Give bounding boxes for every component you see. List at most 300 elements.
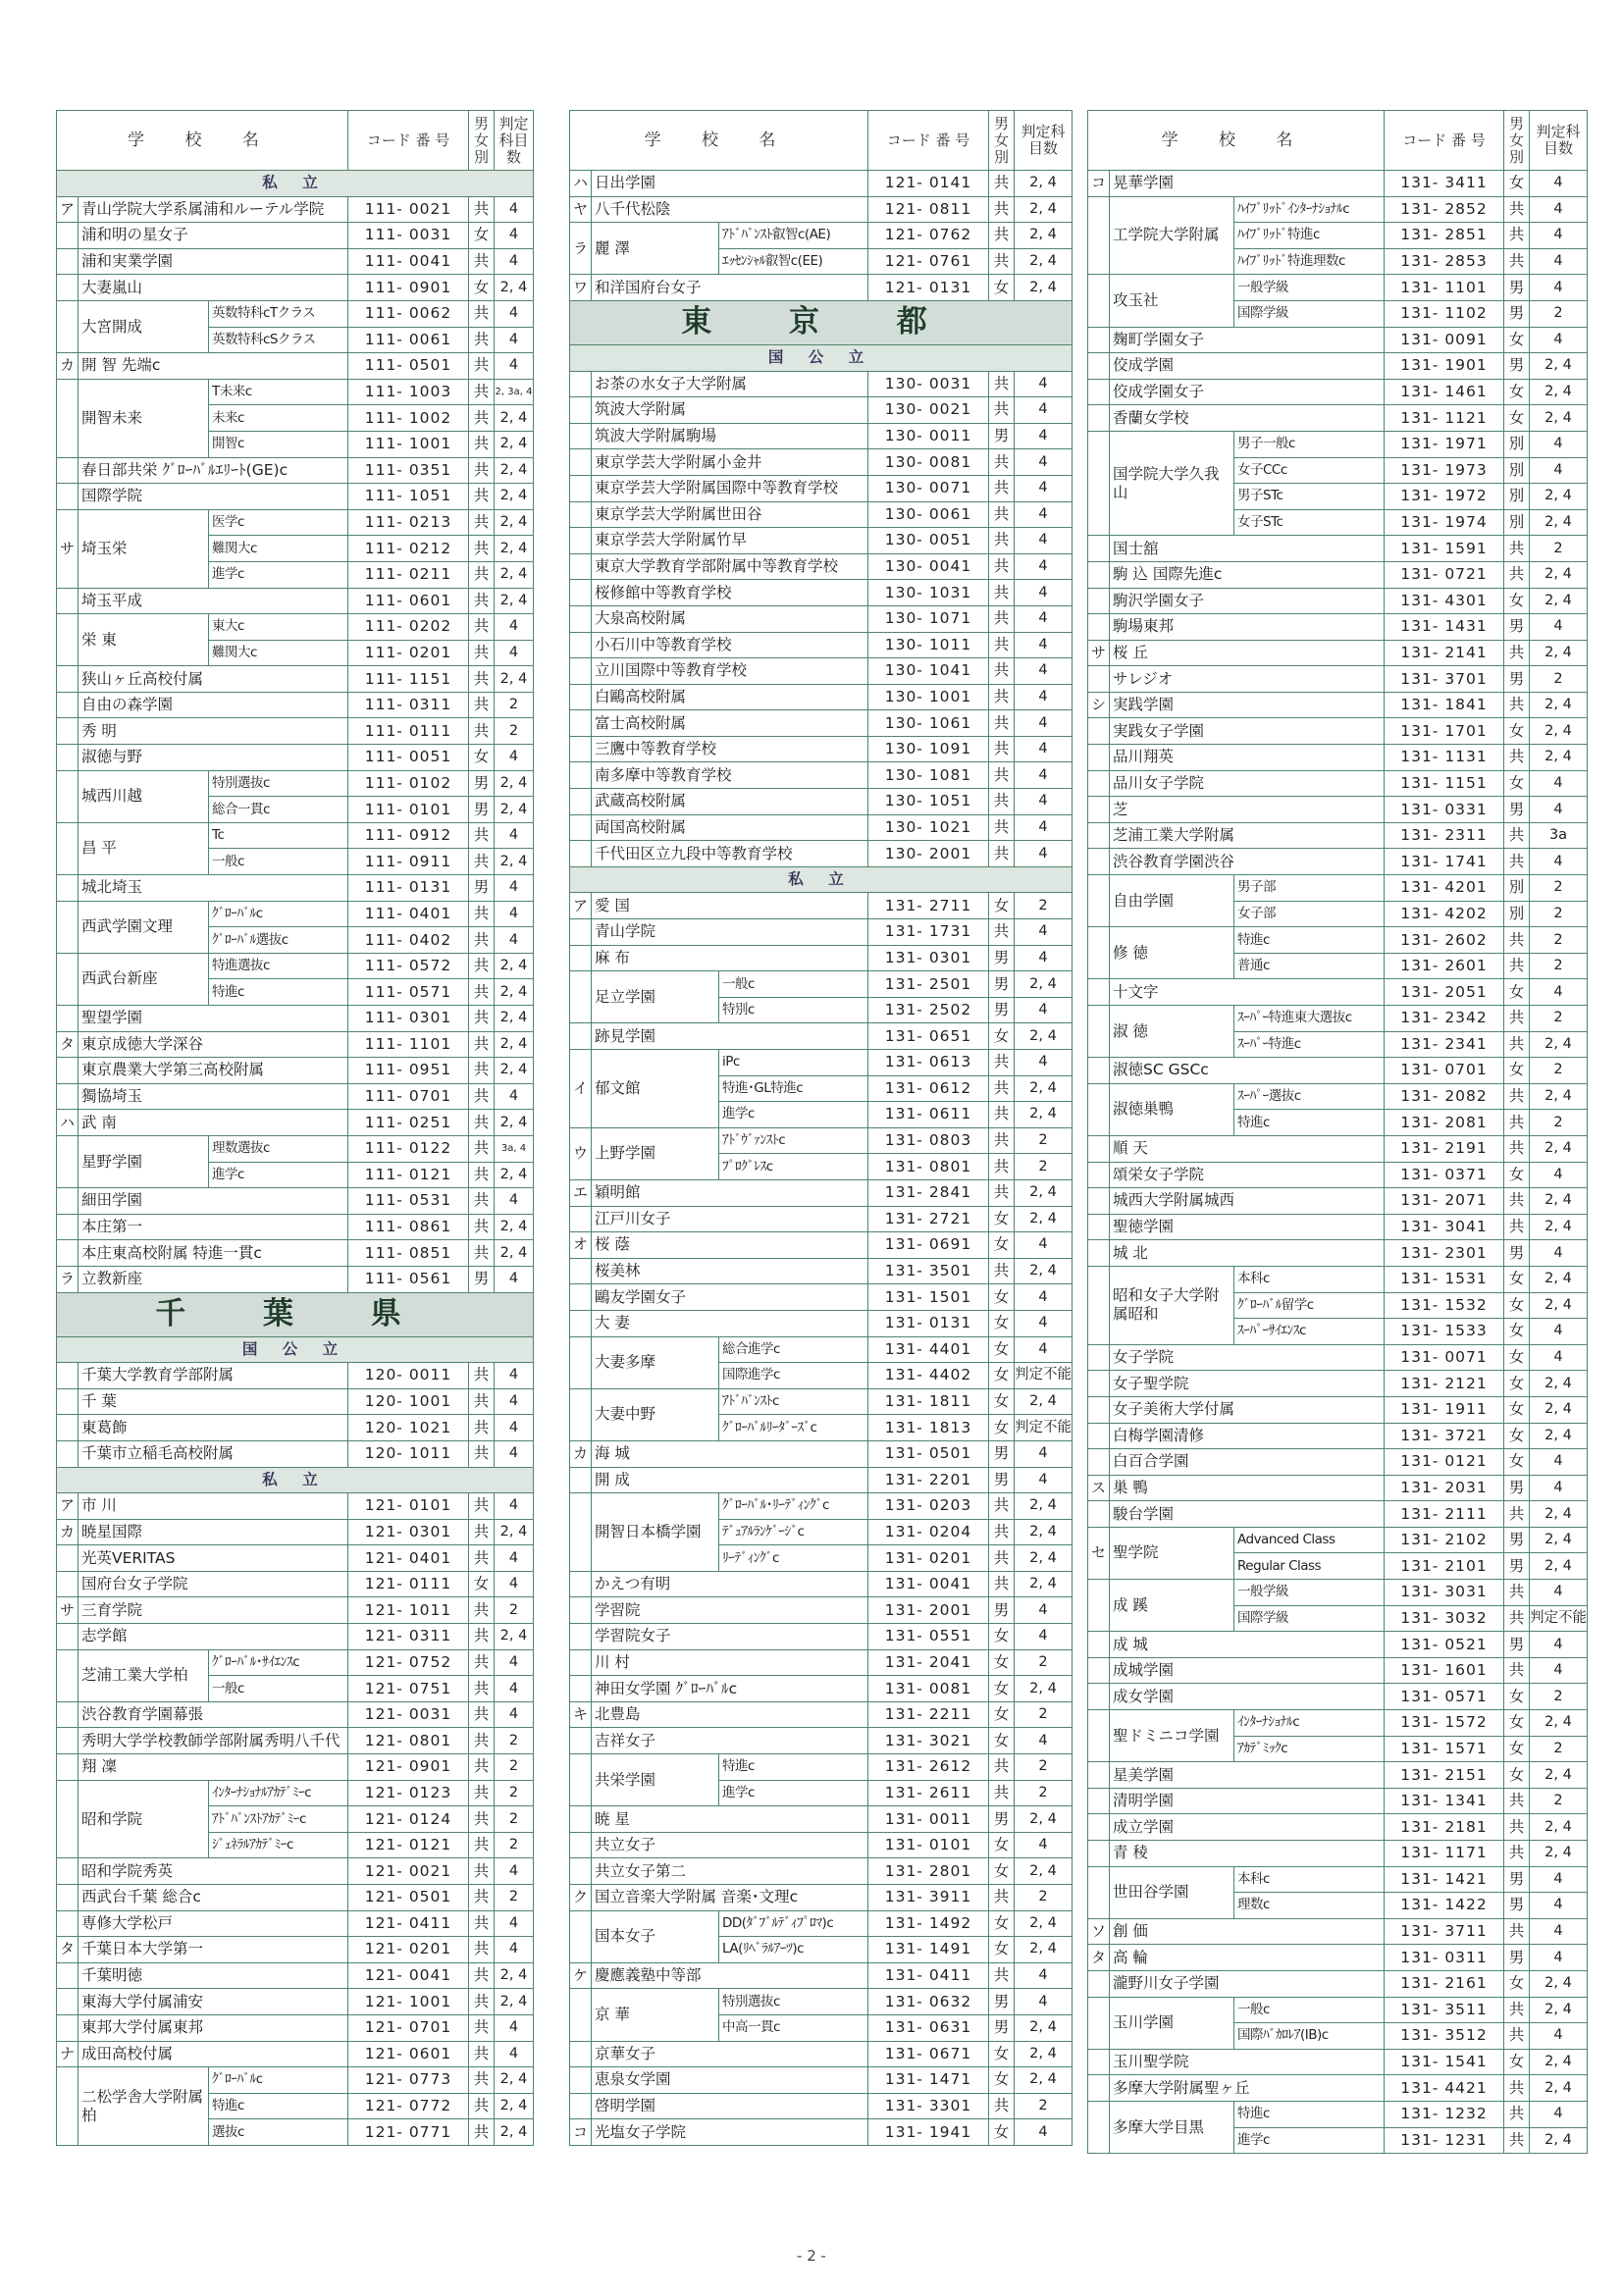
school-list-column-3 xyxy=(1087,110,1588,2154)
school-row xyxy=(57,1885,534,1911)
school-code: 111- 1051 xyxy=(348,484,469,510)
school-code: 131- 2191 xyxy=(1385,1135,1504,1162)
school-name-header: 学 校 名 xyxy=(1088,111,1385,171)
kana-index: ア xyxy=(570,893,592,919)
subject-count: 4 xyxy=(1530,248,1588,275)
school-row xyxy=(57,1910,534,1937)
school-name: 国士舘 xyxy=(1110,536,1385,562)
subject-count: 3a xyxy=(1530,822,1588,849)
subject-count: 2 xyxy=(1015,1701,1073,1728)
gender-type: 共 xyxy=(1504,2127,1530,2154)
prefecture-title: 千 葉 県 xyxy=(57,1292,534,1336)
kana-index xyxy=(570,1597,592,1624)
school-code: 111- 0031 xyxy=(348,223,469,249)
kana-index xyxy=(1088,1788,1110,1814)
school-code: 131- 0501 xyxy=(868,1440,989,1467)
kana-index: エ xyxy=(570,1179,592,1206)
gender-type: 共 xyxy=(989,2093,1015,2119)
school-code: 111- 0311 xyxy=(348,692,469,718)
subject-count: 2 xyxy=(495,692,534,718)
subject-count: 2, 4 xyxy=(495,1162,534,1188)
school-code: 131- 1101 xyxy=(1385,275,1504,301)
school-row xyxy=(1088,1841,1588,1867)
gender-type: 共 xyxy=(469,640,495,666)
gender-type: 共 xyxy=(989,196,1015,223)
school-row xyxy=(57,223,534,249)
gender-type: 共 xyxy=(469,1937,495,1963)
subject-count: 4 xyxy=(495,1266,534,1292)
gender-type: 共 xyxy=(469,1006,495,1032)
school-course-row xyxy=(57,509,534,536)
school-row xyxy=(1088,822,1588,849)
school-code: 111- 0701 xyxy=(348,1083,469,1110)
school-row xyxy=(1088,640,1588,666)
gender-type: 共 xyxy=(469,248,495,275)
course-name: 難関大c xyxy=(209,536,348,562)
school-name: 淑徳SC GSCc xyxy=(1110,1058,1385,1084)
school-code: 131- 2342 xyxy=(1385,1006,1504,1032)
school-name: 共立女子第二 xyxy=(592,1858,868,1885)
school-name: 女子美術大学付属 xyxy=(1110,1396,1385,1423)
subject-count: 2, 4 xyxy=(495,1989,534,2015)
course-name: ｸﾞﾛｰﾊﾞﾙ留学c xyxy=(1234,1292,1385,1319)
kana-index xyxy=(1088,1240,1110,1267)
course-name: ｴｯｾﾝｼｬﾙ叡智c(EE) xyxy=(719,248,868,275)
course-name: 進学c xyxy=(1234,2127,1385,2154)
school-row xyxy=(1088,614,1588,641)
school-code: 131- 1701 xyxy=(1385,718,1504,745)
kana-index xyxy=(57,1962,79,1989)
gender-type: 共 xyxy=(989,1102,1015,1128)
school-code: 111- 0861 xyxy=(348,1214,469,1240)
school-row xyxy=(1088,2075,1588,2102)
school-row xyxy=(570,1023,1073,1050)
gender-type: 女 xyxy=(989,1415,1015,1441)
school-name: 昭和女子大学附属昭和 xyxy=(1110,1266,1234,1344)
subject-count: 3a, 4 xyxy=(495,1135,534,1162)
school-code: 111- 0561 xyxy=(348,1266,469,1292)
school-name: 淑徳巣鴨 xyxy=(1110,1083,1234,1135)
school-row xyxy=(1088,379,1588,405)
kana-index xyxy=(1088,875,1110,927)
school-name: 巣 鴨 xyxy=(1110,1475,1385,1501)
school-code: 131- 3031 xyxy=(1385,1580,1504,1606)
school-name: 千葉明徳 xyxy=(79,1962,348,1989)
kana-index xyxy=(57,248,79,275)
school-name: 上野学園 xyxy=(592,1127,719,1179)
school-name: 京 華 xyxy=(592,1989,719,2041)
school-name: 学習院 xyxy=(592,1597,868,1624)
prefecture-title: 東 京 都 xyxy=(570,300,1073,344)
kana-index xyxy=(570,553,592,580)
gender-type: 女 xyxy=(989,1624,1015,1650)
kana-index xyxy=(57,692,79,718)
school-name: 聖ドミニコ学園 xyxy=(1110,1710,1234,1762)
school-row xyxy=(57,457,534,484)
school-row xyxy=(570,2041,1073,2067)
subject-count: 4 xyxy=(495,1571,534,1597)
kana-index xyxy=(1088,1135,1110,1162)
school-code: 131- 1972 xyxy=(1385,484,1504,510)
school-code: 121- 0021 xyxy=(348,1858,469,1885)
school-name: 大宮開成 xyxy=(79,300,209,352)
kana-index xyxy=(570,1571,592,1597)
subject-count: 4 xyxy=(1015,1467,1073,1493)
subject-count: 2, 4 xyxy=(1015,223,1073,249)
school-list-column-2 xyxy=(569,110,1073,2146)
school-row xyxy=(570,449,1073,476)
gender-type: 男 xyxy=(1504,275,1530,301)
course-name: ｸﾞﾛｰﾊﾞﾙ選抜c xyxy=(209,927,348,954)
course-name: ｱﾄﾞﾊﾞﾝｽﾄ叡智c(AE) xyxy=(719,223,868,249)
school-code: 131- 1422 xyxy=(1385,1893,1504,1919)
school-course-row xyxy=(1088,431,1588,457)
school-code: 131- 0203 xyxy=(868,1493,989,1520)
subject-count: 2, 4 xyxy=(495,2093,534,2119)
school-name: 東京学芸大学附属国際中等教育学校 xyxy=(592,475,868,501)
school-row xyxy=(57,1440,534,1467)
subject-count: 2, 4 xyxy=(1530,1266,1588,1292)
kana-index xyxy=(1088,353,1110,380)
school-code: 131- 4201 xyxy=(1385,875,1504,902)
school-name: 春日部共栄 ｸﾞﾛｰﾊﾞﾙｴﾘｰﾄ(GE)c xyxy=(79,457,348,484)
subject-count: 2, 4 xyxy=(1530,561,1588,588)
gender-type: 共 xyxy=(1504,745,1530,771)
school-code: 130- 0061 xyxy=(868,501,989,528)
school-code: 121- 0131 xyxy=(868,275,989,301)
subject-count: 2, 4 xyxy=(1015,1493,1073,1520)
school-course-row xyxy=(570,1336,1073,1363)
gender-type: 共 xyxy=(989,710,1015,737)
school-row xyxy=(1088,745,1588,771)
school-name: 市 川 xyxy=(79,1493,348,1520)
subject-count: 2, 4 xyxy=(495,1110,534,1136)
kana-index xyxy=(57,1058,79,1084)
gender-type: 女 xyxy=(989,1206,1015,1232)
kana-index: カ xyxy=(570,1440,592,1467)
subject-count: 2, 4 xyxy=(1015,2014,1073,2041)
school-code: 131- 0011 xyxy=(868,1806,989,1833)
school-name: 東京成徳大学深谷 xyxy=(79,1031,348,1058)
school-name: 駒場東邦 xyxy=(1110,614,1385,641)
gender-type: 女 xyxy=(1504,1684,1530,1710)
school-course-row xyxy=(57,1780,534,1806)
course-name: ｸﾞﾛｰﾊﾞﾙﾘｰﾀﾞｰｽﾞc xyxy=(719,1415,868,1441)
kana-index xyxy=(1088,666,1110,693)
gender-type: 男 xyxy=(989,945,1015,971)
gender-type: 共 xyxy=(989,1962,1015,1989)
school-code: 111- 0572 xyxy=(348,953,469,979)
school-row xyxy=(570,1728,1073,1754)
school-course-row xyxy=(1088,1580,1588,1606)
gender-type: 共 xyxy=(469,1962,495,1989)
school-name: 川 村 xyxy=(592,1649,868,1676)
school-course-row xyxy=(1088,1527,1588,1553)
kana-index xyxy=(1088,536,1110,562)
gender-type: 共 xyxy=(469,1728,495,1754)
course-name: 特別選抜c xyxy=(719,1989,868,2015)
kana-index: ワ xyxy=(570,275,592,301)
kana-index xyxy=(570,684,592,710)
gender-type: 共 xyxy=(469,953,495,979)
course-name: Advanced Class xyxy=(1234,1527,1385,1553)
subject-count: 4 xyxy=(1015,789,1073,815)
school-code: 131- 2852 xyxy=(1385,196,1504,223)
school-code: 121- 0124 xyxy=(348,1806,469,1833)
school-row xyxy=(57,666,534,693)
kana-index xyxy=(57,1910,79,1937)
gender-type: 共 xyxy=(989,789,1015,815)
school-name: 渋谷教育学園渋谷 xyxy=(1110,849,1385,875)
school-row xyxy=(570,1440,1073,1467)
kana-index xyxy=(570,1728,592,1754)
course-name: 国際学級 xyxy=(1234,300,1385,327)
subject-count: 4 xyxy=(1530,327,1588,353)
subject-count: 2, 4 xyxy=(1015,1519,1073,1545)
subject-count: 2, 4 xyxy=(495,275,534,301)
school-code: 121- 0801 xyxy=(348,1728,469,1754)
school-table xyxy=(569,110,1073,2146)
kana-index xyxy=(57,666,79,693)
subject-count: 4 xyxy=(1530,196,1588,223)
kana-index: ソ xyxy=(1088,1918,1110,1945)
course-name: 一般c xyxy=(209,1676,348,1702)
kana-index xyxy=(570,841,592,867)
kana-index xyxy=(570,945,592,971)
school-course-row xyxy=(57,379,534,405)
school-name: 本庄第一 xyxy=(79,1214,348,1240)
school-code: 131- 2501 xyxy=(868,971,989,998)
subject-count: 4 xyxy=(1015,1310,1073,1336)
gender-type: 男 xyxy=(989,1806,1015,1833)
header-row xyxy=(570,111,1073,171)
gender-type: 共 xyxy=(469,1363,495,1389)
school-code: 111- 0131 xyxy=(348,875,469,902)
school-code: 111- 1151 xyxy=(348,666,469,693)
gender-type: 共 xyxy=(1504,1997,1530,2023)
school-row xyxy=(570,945,1073,971)
school-code: 131- 3021 xyxy=(868,1728,989,1754)
gender-type: 男 xyxy=(1504,300,1530,327)
school-row xyxy=(57,745,534,771)
school-code: 121- 0201 xyxy=(348,1937,469,1963)
kana-index xyxy=(570,1388,592,1440)
school-row xyxy=(570,1284,1073,1311)
course-name: ｽｰﾊﾟｰ選抜c xyxy=(1234,1083,1385,1110)
gender-type: 女 xyxy=(989,1649,1015,1676)
subject-count: 2, 4 xyxy=(495,770,534,797)
kana-index xyxy=(57,1083,79,1110)
gender-type: 共 xyxy=(469,405,495,432)
school-row xyxy=(57,2041,534,2067)
subject-count: 2, 4 xyxy=(1530,1527,1588,1553)
school-code: 131- 1491 xyxy=(868,1937,989,1963)
section-label: 私 立 xyxy=(57,1467,534,1493)
school-row xyxy=(57,1989,534,2015)
school-name: 聖学院 xyxy=(1110,1527,1234,1579)
gender-type: 共 xyxy=(989,371,1015,397)
school-code: 131- 0091 xyxy=(1385,327,1504,353)
course-name: 国際学級 xyxy=(1234,1605,1385,1632)
subject-count: 4 xyxy=(1015,1624,1073,1650)
section-label: 私 立 xyxy=(57,171,534,197)
subject-count: 4 xyxy=(1015,2119,1073,2146)
gender-type: 共 xyxy=(469,379,495,405)
school-name: 立教新座 xyxy=(79,1266,348,1292)
gender-type: 共 xyxy=(469,692,495,718)
school-row xyxy=(57,1240,534,1267)
kana-index xyxy=(57,953,79,1005)
school-name: 千代田区立九段中等教育学校 xyxy=(592,841,868,867)
school-code: 111- 1002 xyxy=(348,405,469,432)
prefecture-row xyxy=(57,1292,534,1336)
school-name-header: 学 校 名 xyxy=(57,111,348,171)
gender-type: 共 xyxy=(1504,1083,1530,1110)
school-row xyxy=(57,1083,534,1110)
kana-index xyxy=(1088,1006,1110,1058)
school-code: 111- 0912 xyxy=(348,822,469,849)
school-row xyxy=(1088,327,1588,353)
school-row xyxy=(570,553,1073,580)
subject-count: 4 xyxy=(495,614,534,641)
subject-count: 2 xyxy=(1015,1885,1073,1911)
kana-index xyxy=(57,1188,79,1215)
school-code: 111- 0401 xyxy=(348,901,469,927)
kana-index xyxy=(570,762,592,789)
subject-count: 2, 4 xyxy=(1015,1910,1073,1937)
subject-count: 4 xyxy=(1530,431,1588,457)
kana-index xyxy=(57,223,79,249)
subject-count: 2 xyxy=(495,1806,534,1833)
school-row xyxy=(570,1571,1073,1597)
school-name: 郁文館 xyxy=(592,1050,719,1128)
gender-header: 男女別 xyxy=(989,111,1015,171)
school-name: 十文字 xyxy=(1110,979,1385,1006)
kana-index: ラ xyxy=(570,223,592,275)
subject-count: 4 xyxy=(495,1701,534,1728)
course-name: ｸﾞﾛｰﾊﾞﾙ･ｻｲｴﾝｽc xyxy=(209,1649,348,1676)
school-name: 北豊島 xyxy=(592,1701,868,1728)
kana-index xyxy=(1088,1083,1110,1135)
subject-count: 2 xyxy=(1530,1788,1588,1814)
subject-count: 2, 4 xyxy=(1530,405,1588,432)
subject-count: 4 xyxy=(1530,1475,1588,1501)
kana-index xyxy=(570,449,592,476)
school-course-row xyxy=(570,1493,1073,1520)
subject-count: 2 xyxy=(1015,1754,1073,1781)
kana-index xyxy=(570,658,592,685)
school-code: 131- 1121 xyxy=(1385,405,1504,432)
gender-type: 共 xyxy=(469,196,495,223)
gender-type: 女 xyxy=(989,1336,1015,1363)
school-code: 111- 0213 xyxy=(348,509,469,536)
school-name: 星美学園 xyxy=(1110,1762,1385,1789)
school-code: 131- 1421 xyxy=(1385,1866,1504,1893)
school-row xyxy=(570,475,1073,501)
subject-count: 2, 4 xyxy=(1015,1179,1073,1206)
gender-type: 別 xyxy=(1504,431,1530,457)
subject-count: 4 xyxy=(1530,1449,1588,1476)
kana-index xyxy=(570,1806,592,1833)
kana-index: オ xyxy=(570,1232,592,1259)
subject-count: 4 xyxy=(495,1388,534,1415)
gender-type: 共 xyxy=(469,718,495,745)
school-code: 111- 0101 xyxy=(348,797,469,823)
kana-index xyxy=(570,423,592,449)
course-name: 未来c xyxy=(209,405,348,432)
school-name: 麻 布 xyxy=(592,945,868,971)
gender-type: 女 xyxy=(1504,1058,1530,1084)
gender-type: 女 xyxy=(1504,1319,1530,1345)
subject-count: 4 xyxy=(495,300,534,327)
gender-type: 共 xyxy=(1504,536,1530,562)
gender-type: 共 xyxy=(989,1780,1015,1806)
gender-type: 女 xyxy=(989,1910,1015,1937)
subject-count: 2 xyxy=(495,1728,534,1754)
kana-index xyxy=(1088,797,1110,823)
gender-type: 共 xyxy=(469,1031,495,1058)
gender-type: 女 xyxy=(1504,1710,1530,1737)
school-code: 131- 1151 xyxy=(1385,770,1504,797)
kana-index xyxy=(57,1754,79,1781)
school-code: 111- 0501 xyxy=(348,353,469,380)
kana-index: ウ xyxy=(570,1127,592,1179)
kana-index xyxy=(57,822,79,874)
school-row xyxy=(570,580,1073,606)
school-code: 131- 2031 xyxy=(1385,1475,1504,1501)
school-name: 開 智 先端c xyxy=(79,353,348,380)
school-row xyxy=(57,718,534,745)
school-name: 星野学園 xyxy=(79,1135,209,1187)
school-name: 国本女子 xyxy=(592,1910,719,1962)
school-code: 121- 0901 xyxy=(348,1754,469,1781)
school-table xyxy=(1087,110,1588,2154)
kana-index xyxy=(57,1363,79,1389)
kana-index xyxy=(570,632,592,658)
school-row xyxy=(57,196,534,223)
school-course-row xyxy=(570,1050,1073,1076)
subject-count: 4 xyxy=(1015,397,1073,424)
school-code: 131- 1492 xyxy=(868,1910,989,1937)
school-course-row xyxy=(570,1127,1073,1154)
gender-type: 共 xyxy=(1504,561,1530,588)
gender-type: 共 xyxy=(989,397,1015,424)
subject-count: 4 xyxy=(495,1937,534,1963)
gender-type: 共 xyxy=(469,1597,495,1624)
school-row xyxy=(57,1415,534,1441)
course-name: ｽｰﾊﾟｰ特進c xyxy=(1234,1031,1385,1058)
subject-count: 2, 4 xyxy=(495,561,534,588)
school-name: 国府台女子学院 xyxy=(79,1571,348,1597)
course-name: 開智c xyxy=(209,431,348,457)
school-row xyxy=(1088,1918,1588,1945)
school-row xyxy=(57,484,534,510)
school-row xyxy=(57,1058,534,1084)
kana-index xyxy=(57,1135,79,1187)
subject-count: 4 xyxy=(1530,797,1588,823)
school-name: 狭山ヶ丘高校付属 xyxy=(79,666,348,693)
subject-count: 4 xyxy=(1015,1962,1073,1989)
subject-count: 4 xyxy=(1015,605,1073,632)
subject-count: 2, 4 xyxy=(1530,1841,1588,1867)
gender-type: 女 xyxy=(1504,1266,1530,1292)
school-row xyxy=(1088,718,1588,745)
school-code: 131- 2111 xyxy=(1385,1501,1504,1528)
school-name: 多摩大学附属聖ヶ丘 xyxy=(1110,2075,1385,2102)
subject-count: 2, 4 xyxy=(1530,1135,1588,1162)
kana-index xyxy=(1088,1657,1110,1684)
school-code: 121- 0401 xyxy=(348,1545,469,1572)
